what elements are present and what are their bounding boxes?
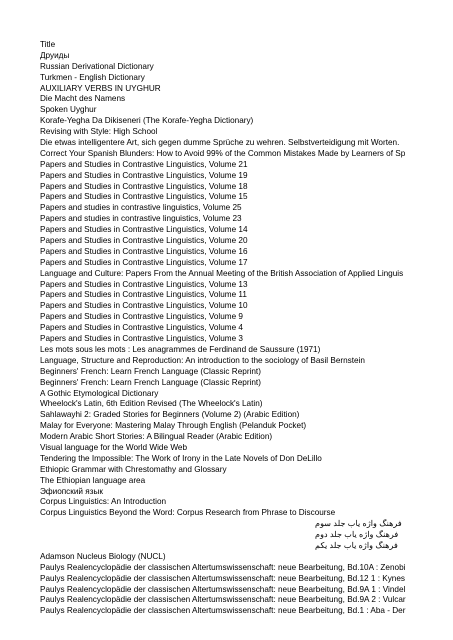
list-item: Ethiopic Grammar with Chrestomathy and Glossary <box>40 464 227 474</box>
list-item: Paulys Realencyclopädie der classischen Altertumswissenschaft: neue Bearbeitung, Bd.1 : Aba - Der <box>40 606 406 616</box>
list-item: Corpus Linguistics Beyond the Word: Corpus Research from Phrase to Discourse <box>40 508 336 518</box>
title-list <box>0 40 453 617</box>
list-item: Corpus Linguistics: An Introduction <box>40 497 167 507</box>
list-item: Papers and Studies in Contrastive Linguistics, Volume 15 <box>40 192 248 202</box>
list-item: Russian Derivational Dictionary <box>40 61 154 71</box>
list-item <box>0 530 453 541</box>
list-item: Revising with Style: High School <box>40 127 158 137</box>
list-item: Papers and Studies in Contrastive Linguistics, Volume 13 <box>40 279 248 289</box>
list-item: Papers and Studies in Contrastive Linguistics, Volume 21 <box>40 159 248 169</box>
list-item: Visual language for the World Wide Web <box>40 442 188 452</box>
list-item: AUXILIARY VERBS IN UYGHUR <box>40 83 161 93</box>
list-item: Malay for Everyone: Mastering Malay Through English (Pelanduk Pocket) <box>40 421 307 431</box>
list-item: Papers and Studies in Contrastive Linguistics, Volume 3 <box>40 334 243 344</box>
list-item <box>0 541 453 552</box>
list-item: Papers and studies in contrastive linguistics, Volume 25 <box>40 203 242 213</box>
list-item: Papers and Studies in Contrastive Linguistics, Volume 10 <box>40 301 248 311</box>
list-item: Language, Structure and Reproduction: An introduction to the sociology of Basil Bernstein <box>40 355 365 365</box>
list-item: Beginners' French: Learn French Language (Classic Reprint) <box>40 366 261 376</box>
list-item: Die etwas intelligentere Art, sich gegen dumme Sprüche zu wehren. Selbstverteidigung mit Worten. <box>40 138 400 148</box>
list-item: Papers and Studies in Contrastive Linguistics, Volume 17 <box>40 257 248 267</box>
list-item: Papers and studies in contrastive linguistics, Volume 23 <box>40 214 242 224</box>
list-item: Papers and Studies in Contrastive Linguistics, Volume 16 <box>40 246 248 256</box>
list-item: Друиды <box>40 50 70 60</box>
list-item: Papers and Studies in Contrastive Linguistics, Volume 20 <box>40 236 248 246</box>
list-item: Language and Culture: Papers From the Annual Meeting of the British Association of Applied Linguis <box>40 268 404 278</box>
list-item: Paulys Realencyclopädie der classischen Altertumswissenschaft: neue Bearbeitung, Bd.9A 2 : Vulcar <box>40 595 406 605</box>
list-item: Papers and Studies in Contrastive Linguistics, Volume 4 <box>40 323 243 333</box>
list-item: Wheelock's Latin, 6th Edition Revised (The Wheelock's Latin) <box>40 399 263 409</box>
list-item: Papers and Studies in Contrastive Linguistics, Volume 18 <box>40 181 248 191</box>
list-item: Tendering the Impossible: The Work of Irony in the Late Novels of Don DeLillo <box>40 453 322 463</box>
list-item <box>0 519 453 530</box>
list-item: Papers and Studies in Contrastive Linguistics, Volume 19 <box>40 170 248 180</box>
list-item: Korafe-Yegha Da Dikiseneri (The Korafe-Yegha Dictionary) <box>40 116 254 126</box>
list-item: Die Macht des Namens <box>40 94 126 104</box>
list-item: Les mots sous les mots : Les anagrammes de Ferdinand de Saussure (1971) <box>40 344 321 354</box>
column-header: Title <box>40 40 56 49</box>
list-item: Beginners' French: Learn French Language (Classic Reprint) <box>40 377 261 387</box>
list-item: Modern Arabic Short Stories: A Bilingual Reader (Arabic Edition) <box>40 432 273 442</box>
list-item: Paulys Realencyclopädie der classischen Altertumswissenschaft: neue Bearbeitung, Bd.9A 1 : Vindel <box>40 584 406 594</box>
list-item: Papers and Studies in Contrastive Linguistics, Volume 11 <box>40 290 247 300</box>
list-item: Paulys Realencyclopädie der classischen Altertumswissenschaft: neue Bearbeitung, Bd.12 1 : Kynes <box>40 573 406 583</box>
list-item: A Gothic Etymological Dictionary <box>40 388 159 398</box>
list-item-text: فرهنگ واژه یاب جلد یکم <box>315 540 398 550</box>
list-item: The Ethiopian language area <box>40 475 146 485</box>
list-item: Adamson Nucleus Biology (NUCL) <box>40 551 166 561</box>
list-item: Spoken Uyghur <box>40 105 97 115</box>
list-item: Papers and Studies in Contrastive Linguistics, Volume 9 <box>40 312 243 322</box>
document-page <box>0 40 453 640</box>
list-item-text: فرهنگ واژه یاب جلد دوم <box>315 530 399 540</box>
list-item-text: فرهنگ واژه یاب جلد سوم <box>315 519 402 529</box>
list-item: Papers and Studies in Contrastive Linguistics, Volume 14 <box>40 225 248 235</box>
list-item: Turkmen - English Dictionary <box>40 72 145 82</box>
list-item: Эфиопский язык <box>40 486 103 496</box>
list-item: Paulys Realencyclopädie der classischen Altertumswissenschaft: neue Bearbeitung, Bd.10A : Zenobi <box>40 562 406 572</box>
list-item: Correct Your Spanish Blunders: How to Avoid 99% of the Common Mistakes Made by Learners of Sp <box>40 148 406 158</box>
list-item: Sahlawayhi 2: Graded Stories for Beginners (Volume 2) (Arabic Edition) <box>40 410 300 420</box>
